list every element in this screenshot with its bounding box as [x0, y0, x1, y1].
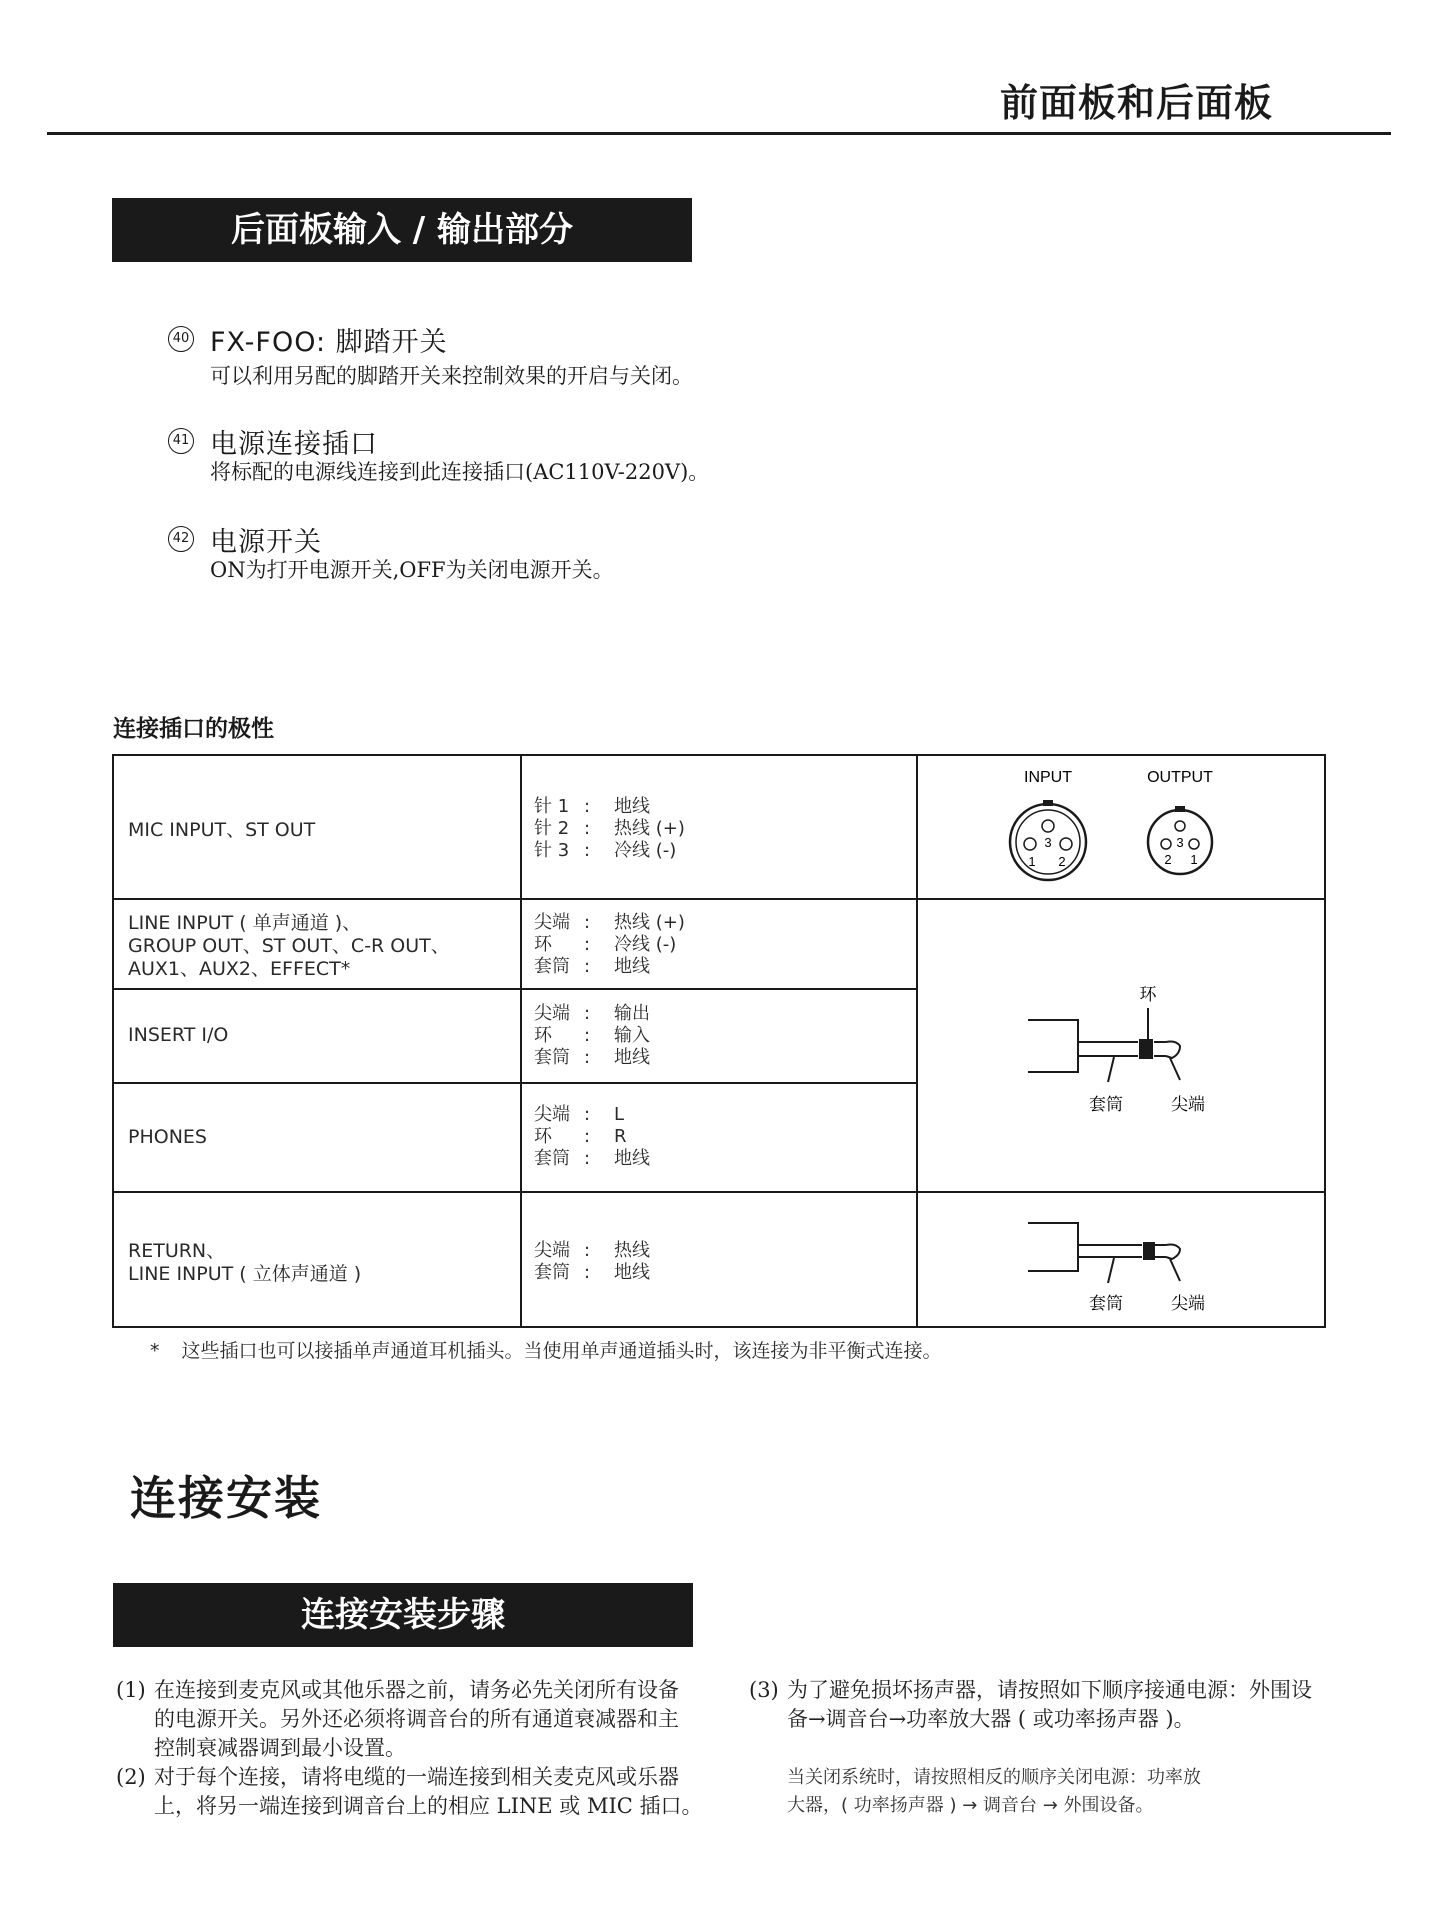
table-row-label: INSERT I/O: [128, 1024, 229, 1046]
table-divider: [114, 1082, 916, 1084]
item-title: FX-FOO: 脚踏开关: [210, 327, 448, 358]
pin-list: [534, 1240, 650, 1284]
pin-list: [534, 912, 685, 978]
pin-row: 尖端 : 热线 (+): [534, 912, 685, 933]
trs-plug-diagram: [918, 900, 1324, 1190]
svg-text:3: 3: [1044, 835, 1052, 850]
svg-text:2: 2: [1164, 852, 1172, 867]
shutdown-note: 当关闭系统时，请按照相反的顺序关闭电源：功率放 大器，( 功率扬声器 ) → 调音台 → 外围设备。: [787, 1767, 1201, 1816]
step-item: (2) 对于每个连接，请将电缆的一端连接到相关麦克风或乐器 上，将另一端连接到调音台上的相应 LINE 或 MIC 插口。: [116, 1765, 703, 1818]
footnote-text: 这些插口也可以接插单声通道耳机插头。当使用单声通道插头时，该连接为非平衡式连接。: [181, 1340, 942, 1362]
polarity-table: [112, 754, 1326, 1328]
pin-row: 针 2 : 热线 (+): [534, 818, 685, 839]
pin-list: [534, 1104, 650, 1170]
svg-text:1: 1: [1028, 854, 1036, 869]
pin-list: [534, 796, 685, 862]
table-row-label: RETURN、 LINE INPUT ( 立体声通道 ): [128, 1240, 362, 1285]
item-number-badge: 41: [168, 428, 194, 454]
sleeve-label: 套筒: [1089, 1294, 1123, 1314]
section-banner-install-steps: 连接安装步骤: [113, 1583, 693, 1647]
item-number-badge: 40: [168, 326, 194, 352]
section-banner-rear-panel: 后面板输入 / 输出部分: [112, 198, 692, 262]
sleeve-label: 套筒: [1089, 1095, 1123, 1115]
svg-text:1: 1: [1190, 852, 1198, 867]
xlr-input-label: INPUT: [1024, 769, 1072, 786]
xlr-connector-diagram: [918, 756, 1324, 898]
ring-label: 环: [1139, 985, 1157, 1005]
pin-row: 套筒 : 地线: [534, 1148, 650, 1169]
ts-plug-diagram: [918, 1193, 1324, 1326]
pin-row: 环 : 冷线 (-): [534, 934, 677, 955]
xlr-female-icon: [1010, 800, 1086, 880]
steps-right-column: [749, 1676, 1349, 1734]
xlr-output-label: OUTPUT: [1147, 769, 1213, 786]
step-number: (2): [116, 1765, 146, 1789]
tip-label: 尖端: [1171, 1294, 1205, 1314]
steps-left-column: [116, 1676, 716, 1821]
step-number: (1): [116, 1678, 146, 1702]
footnote-mark: *: [150, 1340, 160, 1362]
table-row-label: PHONES: [128, 1126, 207, 1148]
item-description: 可以利用另配的脚踏开关来控制效果的开启与关闭。: [210, 364, 693, 388]
polarity-heading: 连接插口的极性: [113, 716, 274, 742]
step-item: (1) 在连接到麦克风或其他乐器之前，请务必先关闭所有设备 的电源开关。另外还必须将调音台的所有通道衰减器和主 控制衰减器调到最小设置。: [116, 1678, 679, 1760]
page-header-title: 前面板和后面板: [1000, 81, 1274, 125]
svg-text:3: 3: [1176, 835, 1184, 850]
svg-text:2: 2: [1058, 854, 1066, 869]
item-description: ON为打开电源开关,OFF为关闭电源开关。: [210, 558, 614, 582]
pin-row: 尖端 : 输出: [534, 1003, 650, 1024]
pin-row: 尖端 : L: [534, 1104, 625, 1125]
tip-label: 尖端: [1171, 1095, 1205, 1115]
pin-row: 尖端 : 热线: [534, 1240, 650, 1261]
item-title: 电源开关: [210, 527, 322, 558]
section-title-install: 连接安装: [130, 1471, 322, 1525]
pin-row: 环 : R: [534, 1126, 627, 1147]
trs-plug-icon: [1028, 1008, 1180, 1082]
ts-plug-icon: [1028, 1223, 1180, 1283]
pin-row: 针 1 : 地线: [534, 796, 650, 817]
table-divider: [114, 988, 916, 990]
pin-list: [534, 1003, 650, 1069]
pin-row: 套筒 : 地线: [534, 1262, 650, 1283]
table-divider: [520, 756, 522, 1326]
item-description: 将标配的电源线连接到此连接插口(AC110V-220V)。: [210, 460, 710, 484]
table-row-label: MIC INPUT、ST OUT: [128, 819, 316, 841]
pin-row: 套筒 : 地线: [534, 956, 650, 977]
pin-row: 环 : 输入: [534, 1025, 650, 1046]
pin-row: 针 3 : 冷线 (-): [534, 840, 677, 861]
step-item: (3) 为了避免损坏扬声器，请按照如下顺序接通电源：外围设 备→调音台→功率放大器 ( 或功率扬声器 )。: [749, 1678, 1312, 1731]
table-footnote: [150, 1336, 942, 1363]
item-title: 电源连接插口: [210, 429, 378, 460]
xlr-male-icon: [1148, 806, 1212, 874]
pin-row: 套筒 : 地线: [534, 1047, 650, 1068]
header-divider: [47, 132, 1391, 135]
item-number-badge: 42: [168, 526, 194, 552]
table-row-label: LINE INPUT ( 单声通道 )、 GROUP OUT、ST OUT、C-R OUT、 AUX1、AUX2、EFFECT*: [128, 912, 450, 980]
step-number: (3): [749, 1678, 779, 1702]
